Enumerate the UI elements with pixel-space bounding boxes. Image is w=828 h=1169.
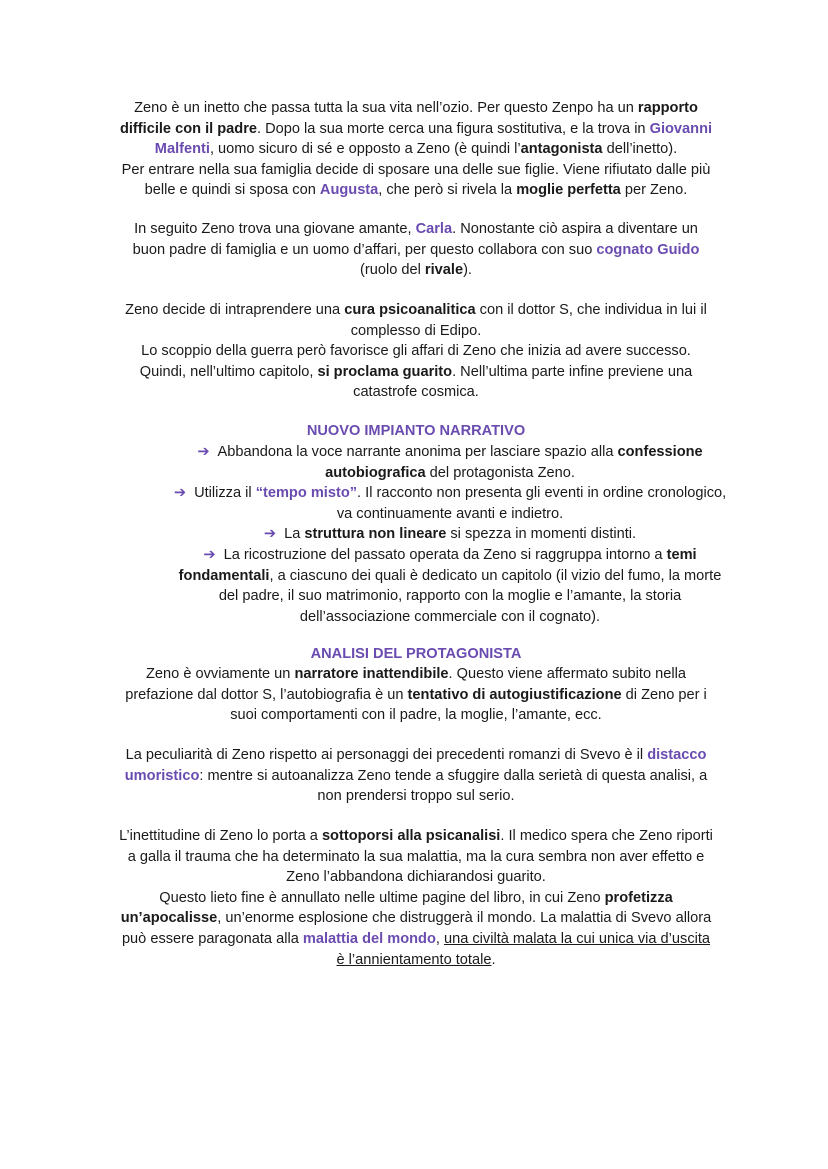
text: belle e quindi si sposa con (144, 182, 320, 199)
highlight-name: Malfenti (154, 141, 210, 158)
underlined-text: è l’annientamento totale (336, 951, 492, 968)
text-line: dell’associazione commerciale con il cognato). (299, 608, 601, 625)
bold-text: fondamentali (178, 567, 270, 584)
text: , a ciascuno dei quali è dedicato un capitolo (il vizio del fumo, la morte (269, 567, 722, 584)
text-line: Zeno l’abbandona dichiarandosi guarito. (286, 869, 546, 886)
text: , che però si rivela la (378, 182, 517, 199)
text: (ruolo del (360, 262, 425, 279)
bold-text: temi (666, 546, 697, 563)
bold-text: rivale (424, 262, 464, 279)
text: Zeno decide di intraprendere una (125, 302, 345, 318)
bold-text: cura psicoanalitica (344, 302, 476, 318)
paragraph-psicoanalisi (96, 300, 736, 403)
text: : mentre si autoanalizza Zeno tende a sfuggire dalla serietà di questa analisi, a (199, 767, 708, 784)
bold-text: profetizza (604, 889, 673, 906)
text: , (435, 930, 444, 947)
arrow-icon: ➔ (203, 546, 216, 563)
text: . Questo viene affermato subito nella (448, 666, 686, 682)
bold-text: struttura non lineare (304, 526, 447, 543)
text: Zeno è un inetto che passa tutta la sua vita nell’ozio. Per questo Zenpo ha un (134, 100, 638, 116)
text: . Dopo la sua morte cerca una figura sostitutiva, e la trova in (257, 120, 650, 137)
text: Utilizza il (194, 485, 256, 502)
text: . Il medico spera che Zeno riporti (500, 828, 713, 844)
bold-text: difficile con il padre (119, 120, 257, 137)
bold-text: moglie perfetta (516, 182, 621, 199)
bold-text: narratore inattendibile (294, 666, 449, 682)
paragraph-narratore (96, 664, 736, 726)
bullet-list (150, 442, 750, 627)
text: La ricostruzione del passato operata da Zeno si raggruppa intorno a (223, 546, 667, 563)
text-line: va continuamente avanti e indietro. (336, 505, 564, 522)
text: con il dottor S, che individua in lui il (475, 302, 707, 318)
text: del protagonista Zeno. (425, 464, 575, 481)
section-heading-impianto: NUOVO IMPIANTO NARRATIVO (306, 423, 526, 439)
bold-text: rapporto (637, 100, 698, 116)
paragraph-distacco (96, 745, 736, 807)
highlight-term: malattia del mondo (302, 930, 436, 947)
text: può essere paragonata alla (121, 930, 303, 947)
section-heading-analisi: ANALISI DEL PROTAGONISTA (310, 646, 522, 662)
highlight-name: cognato Guido (596, 241, 700, 258)
text: Quindi, nell’ultimo capitolo, (139, 363, 318, 380)
text-line: a galla il trauma che ha determinato la sua malattia, ma la cura sembra non aver effetto e (127, 848, 705, 865)
text: buon padre di famiglia e un uomo d’affari, per questo collabora con suo (132, 241, 597, 258)
text: Questo lieto fine è annullato nelle ultime pagine del libro, in cui Zeno (159, 889, 605, 906)
highlight-term: distacco (647, 747, 707, 763)
text-line: catastrofe cosmica. (353, 384, 479, 401)
text: La (284, 526, 305, 543)
bold-text: antagonista (520, 141, 603, 158)
text: di Zeno per i (621, 686, 707, 703)
paragraph-zeno-intro (96, 98, 736, 201)
arrow-icon: ➔ (263, 526, 277, 543)
highlight-name: Augusta (319, 182, 379, 199)
bold-text: si proclama guarito (317, 363, 453, 380)
highlight-name: Giovanni (649, 120, 713, 137)
text: , un’enorme esplosione che distruggerà il mondo. La malattia di Svevo allora (217, 910, 712, 927)
text: . (491, 951, 496, 968)
highlight-term: “tempo misto” (255, 485, 358, 502)
text: , uomo sicuro di sé e opposto a Zeno (è quindi l’ (209, 141, 521, 158)
text: . Nell’ultima parte infine previene una (452, 363, 693, 380)
bold-text: confessione (617, 444, 703, 460)
text-line: complesso di Edipo. (350, 322, 482, 339)
text: In seguito Zeno trova una giovane amante, (134, 221, 416, 237)
text: dell’inetto). (602, 141, 678, 158)
text: La peculiarità di Zeno rispetto ai personaggi dei precedenti romanzi di Svevo è il (125, 747, 648, 763)
text-line: non prendersi troppo sul serio. (317, 788, 515, 805)
highlight-term: umoristico (124, 767, 200, 784)
bold-text: tentativo di autogiustificazione (407, 686, 622, 703)
text: L’inettitudine di Zeno lo porta a (119, 828, 322, 844)
text: Abbandona la voce narrante anonima per lasciare spazio alla (217, 444, 618, 460)
underlined-text: una civiltà malata la cui unica via d’uscita (443, 930, 711, 947)
text-line: del padre, il suo matrimonio, rapporto con la moglie e l’amante, la storia (218, 588, 682, 605)
text: . Il racconto non presenta gli eventi in ordine cronologico, (357, 485, 727, 502)
bold-text: un’apocalisse (120, 910, 218, 927)
arrow-icon: ➔ (197, 444, 210, 460)
bold-text: autobiografica (325, 464, 426, 481)
text-line: Per entrare nella sua famiglia decide di sposare una delle sue figlie. Viene rifiutato dalle più (121, 161, 711, 178)
bold-text: sottoporsi alla psicanalisi (321, 828, 501, 844)
text-line: suoi comportamenti con il padre, la moglie, l’amante, ecc. (230, 707, 602, 724)
text-line: Lo scoppio della guerra però favorisce gli affari di Zeno che inizia ad avere successo. (141, 343, 691, 360)
text: . Nonostante ciò aspira a diventare un (452, 221, 698, 237)
text: Zeno è ovviamente un (146, 666, 295, 682)
arrow-icon: ➔ (173, 485, 187, 502)
text: ). (463, 262, 472, 279)
highlight-name: Carla (415, 221, 453, 237)
text: si spezza in momenti distinti. (446, 526, 637, 543)
text: per Zeno. (620, 182, 688, 199)
text: prefazione dal dottor S, l’autobiografia è un (125, 686, 408, 703)
paragraph-carla (96, 219, 736, 281)
paragraph-inettitudine (96, 826, 736, 970)
